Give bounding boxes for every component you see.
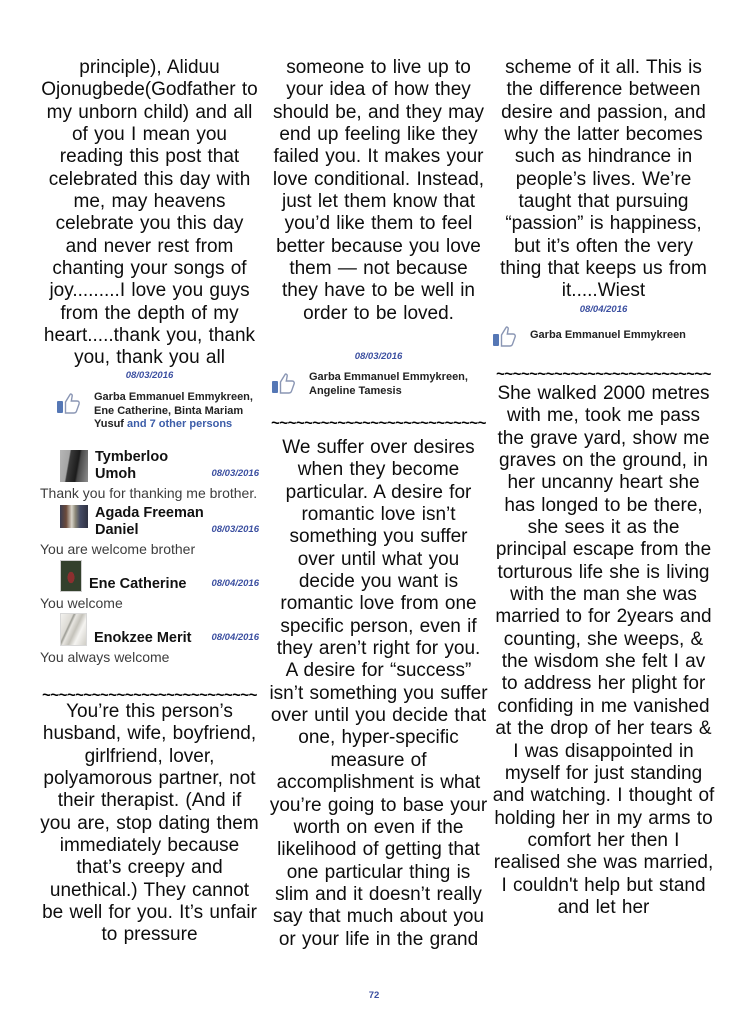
like-thumb-icon: [492, 324, 518, 348]
comment: [40, 560, 259, 611]
post-date: 08/03/2016: [354, 351, 403, 362]
comment-date: 08/04/2016: [211, 578, 259, 589]
likes-row: [492, 324, 715, 348]
comment-header: [40, 505, 259, 538]
likes-row: [269, 371, 488, 398]
page-number: 72: [368, 990, 380, 1001]
comment-text: You welcome: [40, 595, 123, 611]
comment: [40, 505, 259, 557]
commenter-name: Enokzee Merit: [94, 629, 192, 646]
comment-header: [40, 449, 259, 482]
post-date: 08/04/2016: [579, 304, 628, 315]
comment: [40, 613, 259, 665]
commenter-name: Tymberloo Umoh: [95, 449, 169, 482]
comment-text: You are welcome brother: [40, 541, 196, 557]
likes-row: [40, 391, 259, 432]
post-text: scheme of it all. This is the difference between desire and passion, and why the latter becomes such as hindrance in people’s lives. We’re taught that pursuing “passion” is happiness, but it’s often the very thing that keeps us from it.....Wiest: [500, 57, 707, 302]
likes-names-text: Garba Emmanuel Emmykreen, Angeline Tamesis: [309, 371, 468, 397]
divider-squiggle: [40, 687, 259, 699]
comment-date: 08/04/2016: [211, 632, 259, 643]
comment-text: You always welcome: [40, 649, 170, 665]
comment-date: 08/03/2016: [211, 468, 259, 479]
likes-names-text: Garba Emmanuel Emmykreen: [530, 329, 686, 341]
comment-header: [40, 560, 259, 592]
post-text: She walked 2000 metres with me, took me pass the grave yard, show me graves on the ground, in her uncanny heart she has longed to be there, she sees it as the principal escape from the torturous life she is living with the man she was married to for 2years and counting, she weeps, & the wisdom she felt I av to address her plight for confiding in me vanished at the drop of her tears & I was disappointed in myself for just standing and watching. I thought of holding her in my arms to comfort her then I realised she was married, I couldn't help but stand and let her: [492, 383, 715, 918]
post-text: We suffer over desires when they become particular. A desire for romantic love isn’t something you suffer over until what you decide you want is romantic love from one specific person, even if they aren’t right for you. A desire for “success” isn’t something you suffer over until you decide that one, hyper-specific measure of accomplishment is what you’re going to base your worth on even if the likelihood of getting that one particular thing is slim and it doesn’t really say that much about you or your life in the grand: [269, 437, 488, 950]
commenter-avatar: [60, 613, 87, 646]
likes-names: [94, 391, 259, 432]
comment-date: 08/03/2016: [211, 524, 259, 535]
divider-squiggle: [492, 366, 715, 378]
commenter-avatar: [60, 560, 82, 592]
like-thumb-icon: [271, 371, 297, 395]
comment-text: Thank you for thanking me brother.: [40, 485, 258, 501]
likes-names: [530, 324, 704, 343]
commenter-avatar: [60, 450, 88, 482]
comment-header: [40, 613, 259, 646]
like-thumb-icon: [56, 391, 82, 415]
post-text: You’re this person’s husband, wife, boyfriend, girlfriend, lover, polyamorous partner, not their therapist. (And if you are, stop dating them immediately because that’s creepy and unethical.) They cannot be well for you. It’s unfair to pressure: [40, 701, 259, 946]
likes-names-text: Garba Emmanuel Emmykreen, Ene Catherine, Binta Mariam Yusuf: [94, 391, 253, 430]
commenter-avatar: [60, 505, 88, 528]
likes-names: [309, 371, 483, 398]
column-2: [269, 0, 488, 1024]
post-date: 08/03/2016: [125, 370, 174, 381]
column-3: [492, 0, 715, 1024]
commenter-name: Ene Catherine: [89, 575, 187, 592]
divider-squiggle: [269, 415, 488, 427]
commenter-name: Agada Freeman Daniel: [95, 505, 204, 538]
likes-more-text: and 7 other persons: [127, 418, 233, 430]
comment: [40, 449, 259, 501]
column-1: [40, 0, 259, 1024]
post-text: someone to live up to your idea of how they should be, and they may end up feeling like they failed you. It makes your love conditional. Instead, just let them know that you’d like them to feel better because you love them — not because they have to be well in order to be loved.: [272, 57, 485, 324]
post-text: principle), Aliduu Ojonugbede(Godfather to my unborn child) and all of you I mean you reading this post that celebrated this day with me, may heavens celebrate you this day and never rest from chanting your songs of joy.........I love you guys from the depth of my heart.....thank you, thank you, thank you all: [41, 57, 258, 369]
